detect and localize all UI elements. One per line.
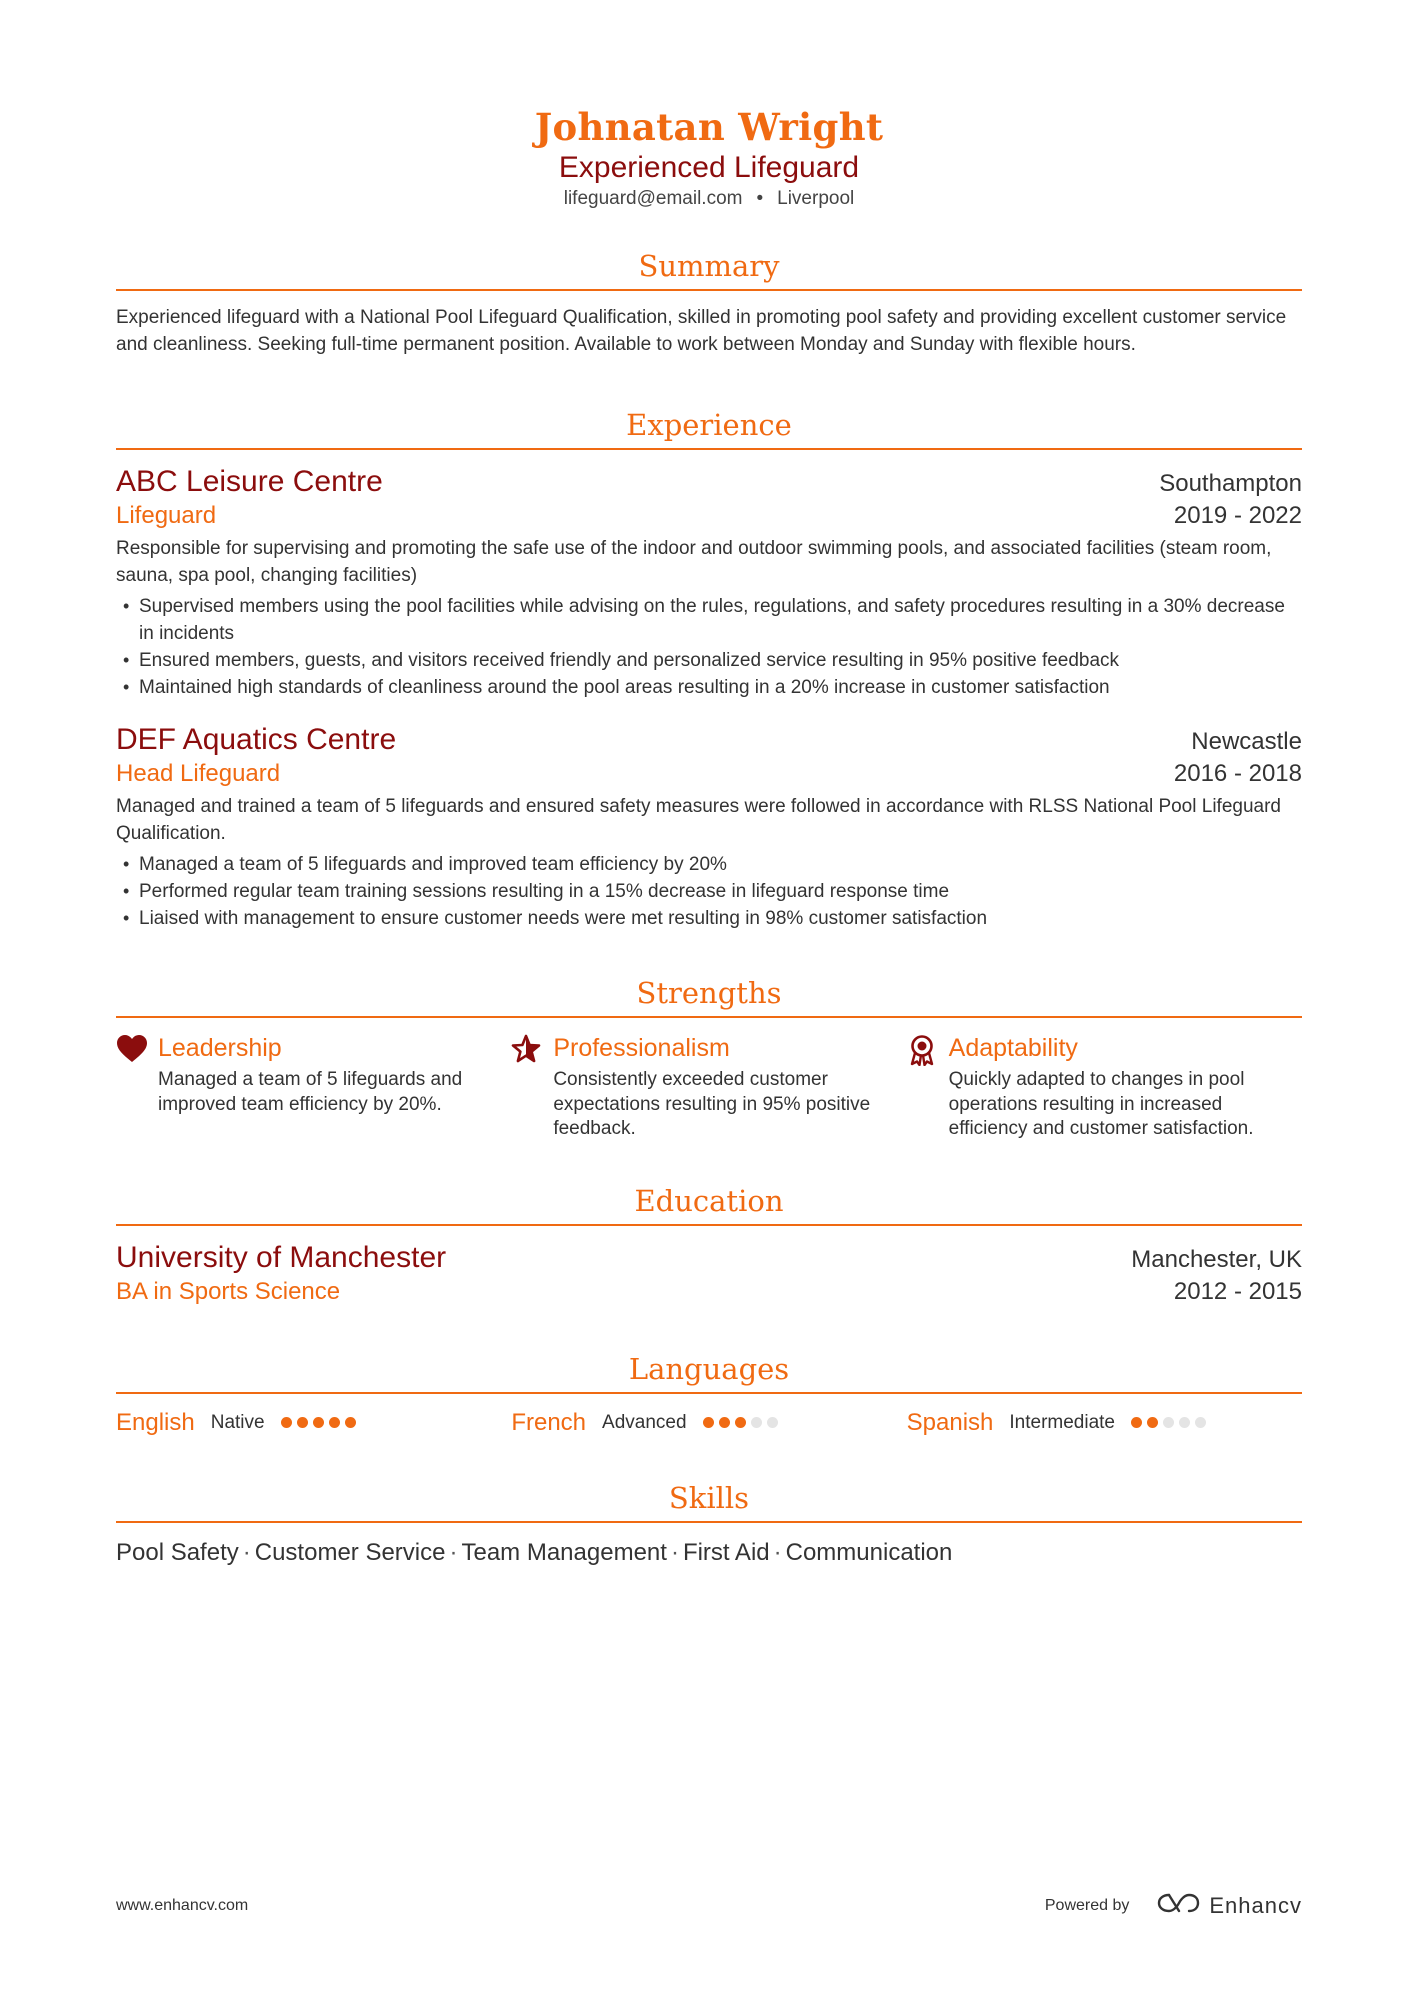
- strength-description: Quickly adapted to changes in pool operations resulting in increased efficiency and customer satisfaction.: [948, 1069, 1254, 1139]
- company-name: ABC Leisure Centre: [116, 465, 383, 498]
- medal-icon: [907, 1032, 949, 1142]
- language-rating: [281, 1417, 356, 1428]
- education-dates: 2012 - 2015: [1173, 1277, 1302, 1305]
- languages-section: [116, 1350, 1302, 1439]
- languages-divider: [116, 1392, 1302, 1394]
- rating-dot-empty: [767, 1417, 778, 1428]
- strengths-list: [116, 1032, 1302, 1142]
- skill-separator: ·: [670, 1538, 679, 1566]
- skills-list: [116, 1537, 1302, 1569]
- powered-by: [1045, 1890, 1302, 1921]
- summary-heading: Summary: [638, 249, 780, 283]
- rating-dot-filled: [735, 1417, 746, 1428]
- rating-dot-filled: [281, 1417, 292, 1428]
- language-rating: [1131, 1417, 1206, 1428]
- strength-item: [511, 1032, 906, 1142]
- strength-title: Adaptability: [948, 1034, 1078, 1062]
- job-location: Southampton: [1159, 470, 1302, 497]
- skill-separator: ·: [449, 1538, 458, 1566]
- strength-description: Consistently exceeded customer expectations resulting in 95% positive feedback.: [553, 1069, 871, 1139]
- job-bullet: • Ensured members, guests, and visitors received friendly and personalized service resulting in 95% positive feedback: [116, 647, 1302, 674]
- skills-divider: [116, 1521, 1302, 1523]
- language-name: Spanish: [906, 1408, 994, 1436]
- experience-entry: [116, 464, 1302, 701]
- summary-divider: [116, 289, 1302, 291]
- strength-title: Leadership: [158, 1034, 282, 1062]
- skill-separator: ·: [773, 1538, 782, 1566]
- rating-dot-filled: [329, 1417, 340, 1428]
- footer-website-link[interactable]: www.enhancv.com: [116, 1896, 249, 1914]
- experience-heading: Experience: [626, 408, 792, 442]
- rating-dot-empty: [751, 1417, 762, 1428]
- rating-dot-filled: [313, 1417, 324, 1428]
- summary-section: [116, 247, 1302, 358]
- heart-icon: [116, 1032, 158, 1142]
- job-location: Newcastle: [1191, 728, 1302, 755]
- skills-section: [116, 1479, 1302, 1569]
- school-location: Manchester, UK: [1131, 1245, 1302, 1273]
- job-bullets: [116, 851, 1302, 932]
- brand-name: Enhancv: [1209, 1892, 1302, 1918]
- skills-heading: Skills: [668, 1480, 750, 1515]
- summary-text: Experienced lifeguard with a National Pool Lifeguard Qualification, skilled in promoting pool safety and providing excellent customer service and cleanliness. Seeking full-time permanent position. Available to work between Monday and Sunday with flexible hours.: [116, 307, 1287, 355]
- job-bullet: • Maintained high standards of cleanliness around the pool areas resulting in a 20% increase in customer satisfaction: [116, 674, 1302, 701]
- language-item: [116, 1407, 511, 1439]
- contact-line: [116, 186, 1302, 212]
- language-rating: [703, 1417, 778, 1428]
- job-bullets: [116, 593, 1302, 701]
- job-bullet: • Supervised members using the pool facilities while advising on the rules, regulations, and safety procedures resulting in a 30% decrease in incidents: [116, 593, 1302, 647]
- candidate-name: Johnatan Wright: [534, 105, 884, 149]
- resume-header: [116, 0, 1302, 212]
- job-dates: 2016 - 2018: [1173, 760, 1302, 787]
- degree: BA in Sports Science: [116, 1277, 341, 1305]
- languages-heading: Languages: [628, 1351, 790, 1386]
- rating-dot-empty: [1195, 1417, 1206, 1428]
- language-name: English: [116, 1408, 195, 1436]
- strength-description: Managed a team of 5 lifeguards and improved team efficiency by 20%.: [158, 1069, 463, 1115]
- rating-dot-empty: [1163, 1417, 1174, 1428]
- strength-item: [116, 1032, 511, 1142]
- job-description: Managed and trained a team of 5 lifeguards and ensured safety measures were followed in accordance with RLSS National Pool Lifeguard Qualification.: [116, 796, 1281, 844]
- candidate-title: Experienced Lifeguard: [558, 151, 860, 184]
- languages-list: [116, 1407, 1302, 1439]
- strength-item: [907, 1032, 1302, 1142]
- education-section: [116, 1182, 1302, 1308]
- job-role: Head Lifeguard: [116, 760, 281, 787]
- rating-dot-filled: [703, 1417, 714, 1428]
- rating-dot-filled: [345, 1417, 356, 1428]
- experience-entry: [116, 722, 1302, 932]
- enhancv-logo-icon: [1155, 1890, 1201, 1921]
- job-bullet: • Liaised with management to ensure customer needs were met resulting in 98% customer satisfaction: [116, 905, 1302, 932]
- powered-by-label: Powered by: [1044, 1896, 1130, 1914]
- rating-dot-filled: [1147, 1417, 1158, 1428]
- experience-section: [116, 406, 1302, 932]
- job-bullet: • Performed regular team training sessions resulting in a 15% decrease in lifeguard response time: [116, 878, 1302, 905]
- skill-item: Pool Safety: [116, 1538, 239, 1566]
- rating-dot-filled: [297, 1417, 308, 1428]
- skill-item: First Aid: [682, 1538, 770, 1566]
- skill-separator: ·: [242, 1538, 251, 1566]
- contact-email[interactable]: lifeguard@email.com: [563, 188, 743, 209]
- strengths-section: [116, 974, 1302, 1142]
- school-name: University of Manchester: [116, 1240, 447, 1274]
- rating-dot-empty: [1179, 1417, 1190, 1428]
- language-item: [907, 1407, 1302, 1439]
- education-entry: [116, 1240, 1302, 1308]
- job-role: Lifeguard: [116, 502, 217, 529]
- skill-item: Team Management: [461, 1538, 667, 1566]
- education-divider: [116, 1224, 1302, 1226]
- experience-divider: [116, 448, 1302, 450]
- job-bullet: • Managed a team of 5 lifeguards and improved team efficiency by 20%: [116, 851, 1302, 878]
- language-level: Native: [210, 1411, 265, 1433]
- rating-dot-filled: [719, 1417, 730, 1428]
- language-item: [511, 1407, 906, 1439]
- rating-dot-filled: [1131, 1417, 1142, 1428]
- contact-separator: •: [756, 188, 764, 209]
- page-footer: [116, 1890, 1302, 1921]
- job-dates: 2019 - 2022: [1173, 502, 1302, 529]
- strength-title: Professionalism: [553, 1034, 730, 1062]
- resume-page: [116, 0, 1302, 1569]
- education-heading: Education: [634, 1183, 784, 1218]
- strengths-divider: [116, 1016, 1302, 1018]
- language-level: Intermediate: [1009, 1411, 1116, 1433]
- language-level: Advanced: [602, 1411, 687, 1433]
- star-icon: [511, 1032, 553, 1142]
- language-name: French: [511, 1408, 587, 1436]
- skill-item: Communication: [785, 1538, 953, 1566]
- job-description: Responsible for supervising and promoting the safe use of the indoor and outdoor swimming pools, and associated facilities (steam room, sauna, spa pool, changing facilities): [116, 538, 1272, 586]
- strengths-heading: Strengths: [636, 976, 782, 1010]
- skill-item: Customer Service: [254, 1538, 446, 1566]
- contact-location: Liverpool: [777, 188, 855, 209]
- company-name: DEF Aquatics Centre: [116, 723, 397, 756]
